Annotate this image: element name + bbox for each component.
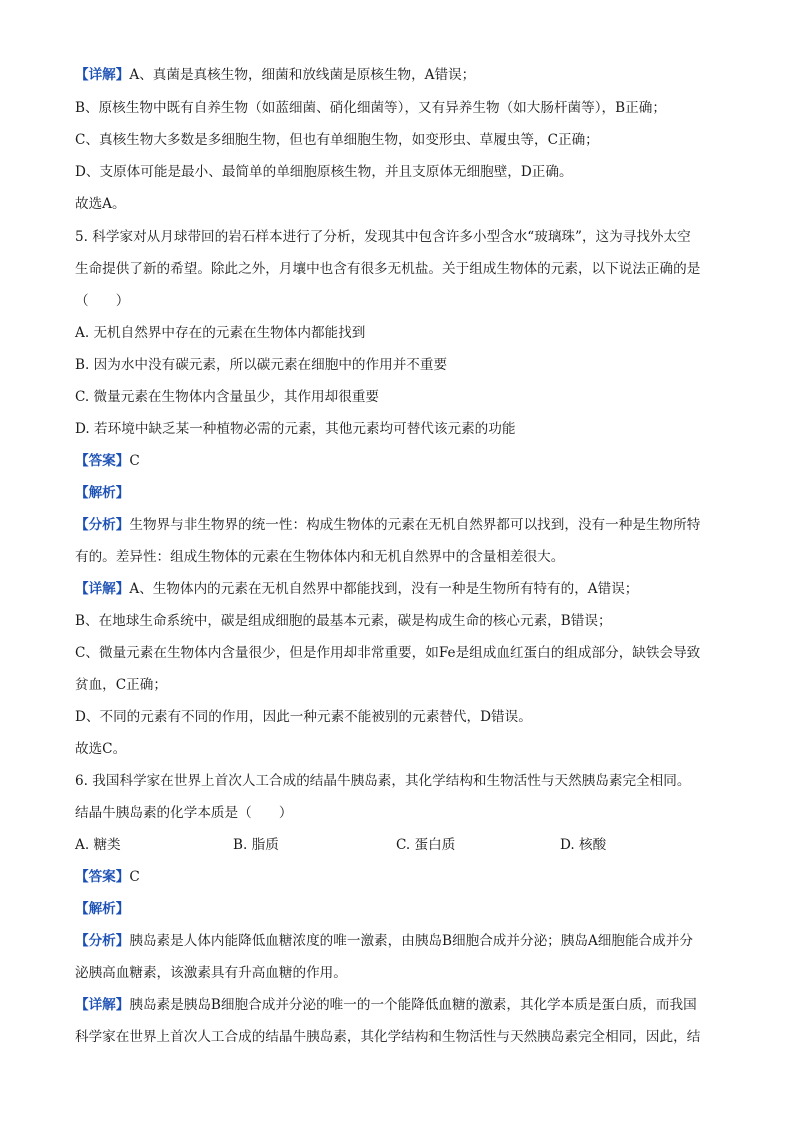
q5-analysis-heading xyxy=(75,483,725,503)
fenxi-tag: 【分析】 xyxy=(75,933,130,949)
q5-detail-c2: 贫血，C正确； xyxy=(75,677,167,693)
answer-tag: 【答案】 xyxy=(75,869,130,885)
prev-detail-c: C、真核生物大多数是多细胞生物，但也有单细胞生物，如变形虫、草履虫等，C正确； xyxy=(75,132,599,148)
q5-answer xyxy=(75,451,725,471)
q5-choose: 故选C。 xyxy=(75,741,127,757)
q5-detail-d: D、不同的元素有不同的作用，因此一种元素不能被别的元素替代，D错误。 xyxy=(75,709,532,725)
q5-option-b: B. 因为水中没有碳元素，所以碳元素在细胞中的作用并不重要 xyxy=(75,357,448,373)
analysis-tag: 【解析】 xyxy=(75,485,130,501)
q5-fenxi-line1: 【分析】生物界与非生物界的统一性：构成生物体的元素在无机自然界都可以找到，没有一种是生物所特 xyxy=(75,517,701,533)
q5-stem-line1: 5. 科学家对从月球带回的岩石样本进行了分析，发现其中包含许多小型含水“玻璃珠”，这为寻找外太空 xyxy=(75,229,691,245)
detail-tag: 【详解】 xyxy=(75,67,130,83)
q5-stem-line3: （ ） xyxy=(75,293,130,309)
q5-option-a: A. 无机自然界中存在的元素在生物体内都能找到 xyxy=(75,325,366,341)
q5-option-d: D. 若环境中缺乏某一种植物必需的元素，其他元素均可替代该元素的功能 xyxy=(75,421,516,437)
q6-detail-line1: 【详解】胰岛素是胰岛B细胞合成并分泌的唯一的一个能降低血糖的激素，其化学本质是蛋白质，而我国 xyxy=(75,997,697,1013)
detail-tag: 【详解】 xyxy=(75,581,130,597)
q6-option-b: B. 脂质 xyxy=(233,837,279,853)
fenxi-tag: 【分析】 xyxy=(75,517,130,533)
answer-tag: 【答案】 xyxy=(75,453,130,469)
q5-detail-a: 【详解】A、生物体内的元素在无机自然界中都能找到，没有一种是生物所有特有的，A错误； xyxy=(75,581,639,597)
prev-detail-d: D、支原体可能是最小、最简单的单细胞原核生物，并且支原体无细胞壁，D正确。 xyxy=(75,164,573,180)
q6-fenxi-line2: 泌胰高血糖素，该激素具有升高血糖的作用。 xyxy=(75,965,347,981)
prev-detail-b: B、原核生物中既有自养生物（如蓝细菌、硝化细菌等），又有异养生物（如大肠杆菌等），B正确； xyxy=(75,100,666,116)
detail-tag: 【详解】 xyxy=(75,997,130,1013)
q6-option-c: C. 蛋白质 xyxy=(396,837,456,853)
q5-fenxi-line2: 有的。差异性：组成生物体的元素在生物体体内和无机自然界中的含量相差很大。 xyxy=(75,549,565,565)
q5-detail-c1: C、微量元素在生物体内含量很少，但是作用却非常重要，如Fe是组成血红蛋白的组成部分，缺铁会导致 xyxy=(75,645,701,661)
q6-detail-line2: 科学家在世界上首次人工合成的结晶牛胰岛素，其化学结构和生物活性与天然胰岛素完全相同，因此，结 xyxy=(75,1029,701,1045)
q6-fenxi-line1: 【分析】胰岛素是人体内能降低血糖浓度的唯一激素，由胰岛B细胞合成并分泌；胰岛A细胞能合成并分 xyxy=(75,933,693,949)
q5-option-c: C. 微量元素在生物体内含量虽少，其作用却很重要 xyxy=(75,389,380,405)
q6-option-a: A. 糖类 xyxy=(75,837,121,853)
q5-stem-line2: 生命提供了新的希望。除此之外，月壤中也含有很多无机盐。关于组成生物体的元素，以下说法正确的是 xyxy=(75,261,701,277)
q6-stem-line2: 结晶牛胰岛素的化学本质是（ ） xyxy=(75,805,293,821)
q6-option-d: D. 核酸 xyxy=(560,837,607,853)
q6-answer xyxy=(75,867,725,887)
answer-value: C xyxy=(129,453,140,469)
prev-detail-a: 【详解】A、真菌是真核生物，细菌和放线菌是原核生物，A错误； xyxy=(75,67,476,83)
q6-analysis-heading xyxy=(75,899,725,919)
q5-detail-b: B、在地球生命系统中，碳是组成细胞的最基本元素，碳是构成生命的核心元素，B错误； xyxy=(75,613,612,629)
analysis-tag: 【解析】 xyxy=(75,901,130,917)
q6-stem-line1: 6. 我国科学家在世界上首次人工合成的结晶牛胰岛素，其化学结构和生物活性与天然胰岛素完全相同。 xyxy=(75,773,691,789)
answer-value: C xyxy=(129,869,140,885)
prev-choose: 故选A。 xyxy=(75,196,126,212)
